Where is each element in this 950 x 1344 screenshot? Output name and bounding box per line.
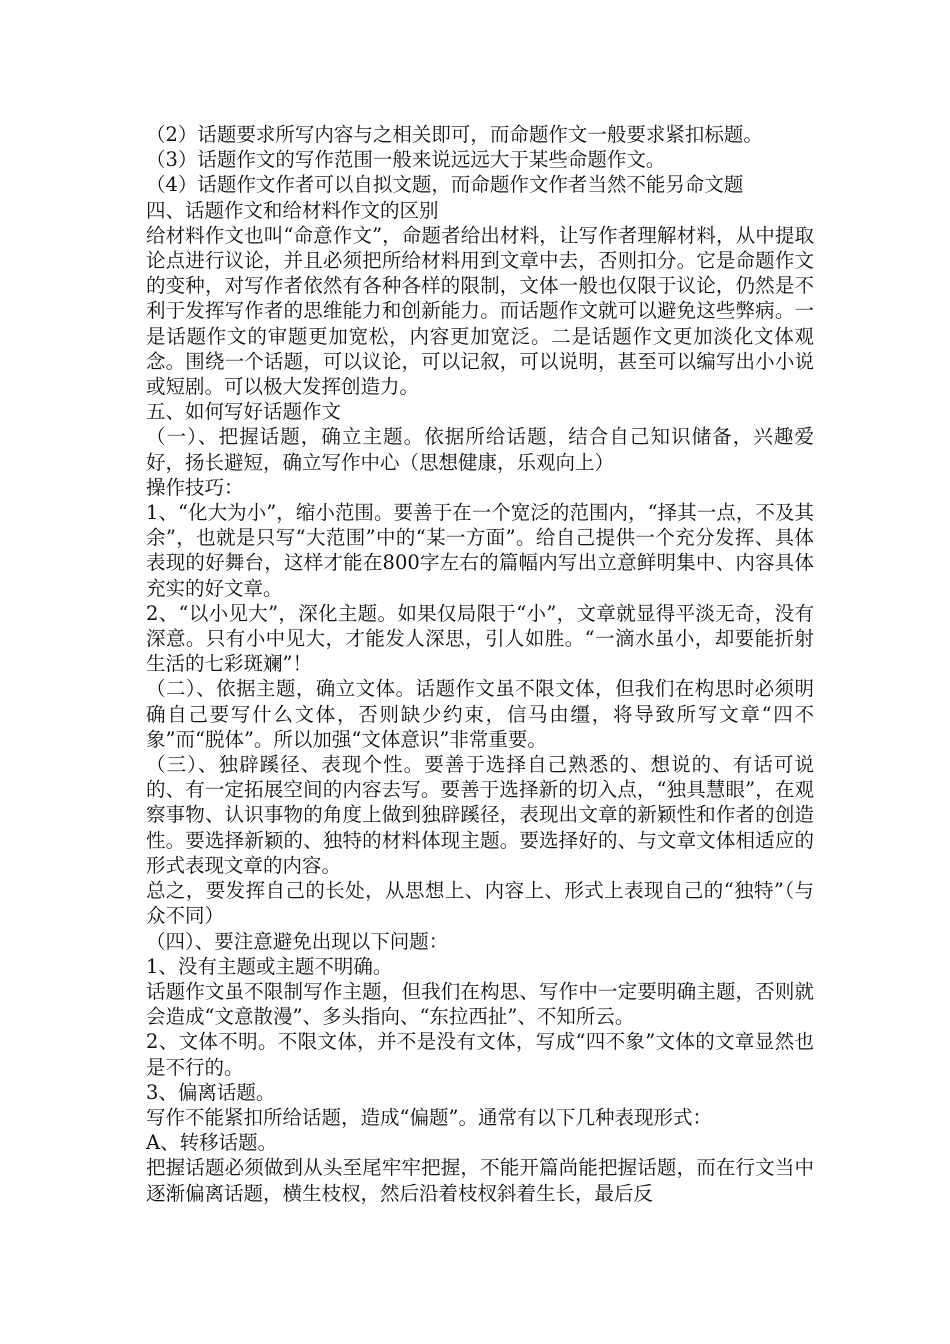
paragraph: 2、“以小见大”，深化主题。如果仅局限于“小”，文章就显得平淡无奇，没有深意。只有小中见大，才能发人深思，引人如胜。“一滴水虽小，却要能折射生活的七彩斑斓”！ <box>146 601 814 676</box>
paragraph: 话题作文虽不限制写作主题，但我们在构思、写作中一定要明确主题，否则就会造成“文意散漫”、多头指向、“东拉西扯”、不知所云。 <box>146 979 814 1029</box>
paragraph: 把握话题必须做到从头至尾牢牢把握，不能开篇尚能把握话题，而在行文当中逐渐偏离话题，横生枝杈，然后沿着枝杈斜着生长，最后反 <box>146 1156 814 1205</box>
list-item: A、转移话题。 <box>146 1131 278 1155</box>
paragraph: （三）、独辟蹊径、表现个性。要善于选择自己熟悉的、想说的、有话可说的、有一定拓展空间的内容去写。要善于选择新的切入点，“独具慧眼”，在观察事物、认识事物的角度上做到独辟蹊径，表现出文章的新颖性和作者的创造性。要选择新颖的、独特的材料体现主题。要选择好的、与文章文体相适应的形式表现文章的内容。 <box>146 753 814 877</box>
paragraph: 1、“化大为小”，缩小范围。要善于在一个宽泛的范围内，“择其一点，不及其余”，也就是只写“大范围”中的“某一方面”。给自己提供一个充分发挥、具体表现的好舞台，这样才能在800字左右的篇幅内写出立意鲜明集中、内容具体充实的好文章。 <box>146 501 814 600</box>
paragraph: 给材料作文也叫“命意作文”，命题者给出材料，让写作者理解材料，从中提取论点进行议论，并且必须把所给材料用到文章中去，否则扣分。它是命题作文的变种，对写作者依然有各种各样的限制，文体一般也仅限于议论，仍然是不利于发挥写作者的思维能力和创新能力。而话题作文就可以避免这些弊病。一是话题作文的审题更加宽松，内容更加宽泛。二是话题作文更加淡化文体观念。围绕一个话题，可以议论，可以记叙，可以说明，甚至可以编写出小小说或短剧。可以极大发挥创造力。 <box>146 223 814 399</box>
paragraph: （3）话题作文的写作范围一般来说远远大于某些命题作文。 <box>146 148 666 172</box>
subheading: （四）、要注意避免出现以下问题： <box>146 929 449 953</box>
paragraph: （二）、依据主题，确立文体。话题作文虽不限文体，但我们在构思时必须明确自己要写什么文体，否则缺少约束，信马由缰，将导致所写文章“四不象”而“脱体”。所以加强“文体意识”非常重要。 <box>146 677 814 751</box>
paragraph: （一）、把握话题，确立主题。依据所给话题，结合自己知识储备，兴趣爱好，扬长避短，确立写作中心（思想健康，乐观向上） <box>146 425 814 474</box>
paragraph: 总之，要发挥自己的长处，从思想上、内容上、形式上表现自己的“独特”（与众不同） <box>146 879 814 928</box>
paragraph: （2）话题要求所写内容与之相关即可，而命题作文一般要求紧扣标题。 <box>146 123 763 146</box>
paragraph: 写作不能紧扣所给话题，造成“偏题”。通常有以下几种表现形式： <box>146 1105 712 1129</box>
subheading: 操作技巧： <box>146 475 244 499</box>
document-body <box>146 122 814 1206</box>
section-heading: 五、如何写好话题作文 <box>146 400 342 424</box>
list-item: 2、文体不明。不限文体，并不是没有文体，写成“四不象”文体的文章显然也是不行的。 <box>146 1030 814 1079</box>
list-item: 1、没有主题或主题不明确。 <box>146 954 393 978</box>
section-heading: 四、话题作文和给材料作文的区别 <box>146 198 439 222</box>
paragraph: （4）话题作文作者可以自拟文题，而命题作文作者当然不能另命文题 <box>146 173 744 197</box>
list-item: 3、偏离话题。 <box>146 1080 276 1104</box>
